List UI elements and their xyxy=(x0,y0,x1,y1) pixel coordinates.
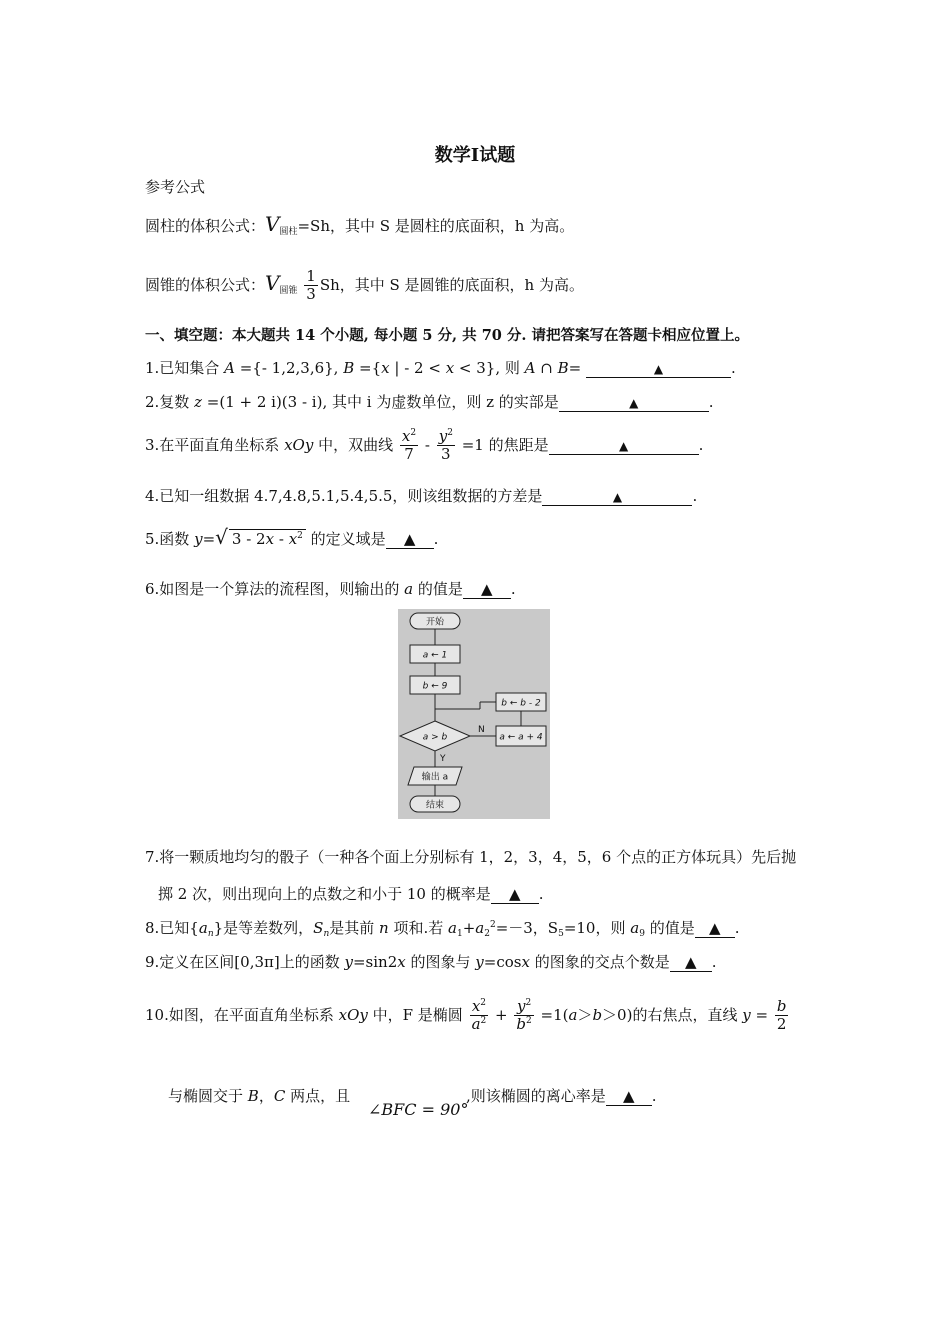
answer-blank-5[interactable]: ▲ xyxy=(386,530,434,549)
cylinder-formula xyxy=(145,212,574,238)
square-root-expression: $3 - 2x - x^2$ xyxy=(229,529,306,548)
answer-blank-3[interactable]: ▲ xyxy=(549,436,699,455)
flow-start-label: 开始 xyxy=(425,617,445,628)
answer-blank-8[interactable]: ▲ xyxy=(695,919,735,938)
flow-no-label: N xyxy=(478,725,485,735)
question-7-line-2: 掷 2 次，则出现向上的点数之和小于 10 的概率是 ▲ . xyxy=(158,885,544,903)
page-title: 数学Ⅰ试题 xyxy=(434,145,516,166)
answer-blank-4[interactable]: ▲ xyxy=(542,487,692,506)
flow-b-init-label: b ← 9 xyxy=(422,681,448,692)
question-2: 2.复数 z =(1 + 2 i)(3 - i), 其中 i 为虚数单位，则 z 的实部是 ▲ . xyxy=(145,393,714,411)
b-over-2: $\frac{b}{2}$ xyxy=(776,997,787,1034)
cone-subscript: 圆锥 xyxy=(279,285,298,296)
y-squared-over-b-squared: $\frac{y^2}{b^2}$ xyxy=(516,997,532,1034)
cone-rest: Sh，其中 S 是圆锥的底面积，h 为高。 xyxy=(319,275,584,294)
cone-formula xyxy=(145,268,584,304)
answer-blank-6[interactable]: ▲ xyxy=(463,580,511,599)
answer-blank-9[interactable]: ▲ xyxy=(670,953,712,972)
question-10-line-2-end: ,则该椭圆的离心率是 ▲ . xyxy=(466,1087,657,1105)
answer-blank-7[interactable]: ▲ xyxy=(491,885,539,904)
answer-blank-2[interactable]: ▲ xyxy=(559,393,709,412)
question-10-line-2: 与椭圆交于 B，C 两点，且 xyxy=(168,1087,351,1105)
flow-output-label: 输出 a xyxy=(421,772,449,783)
cone-prefix: 圆锥的体积公式： xyxy=(145,275,266,294)
flow-yes-label: Y xyxy=(440,754,446,764)
answer-blank-1[interactable]: ▲ xyxy=(586,359,731,378)
algorithm-flowchart xyxy=(398,609,550,819)
question-6: 6.如图是一个算法的流程图，则输出的 a 的值是 ▲ . xyxy=(145,580,516,598)
flow-condition-label: a > b xyxy=(422,732,448,743)
question-1: 1.已知集合 A ={- 1,2,3,6}, B ={x | - 2 < x < 3}, 则 A ∩ B= ▲ . xyxy=(145,359,736,377)
flow-a-init-label: a ← 1 xyxy=(422,650,448,661)
x-squared-over-7: $\frac{x^2}{7}$ xyxy=(401,427,417,464)
question-4: 4.已知一组数据 4.7,4.8,5.1,5.4,5.5，则该组数据的方差是 ▲ . xyxy=(145,487,698,505)
cylinder-rest: =Sh，其中 S 是圆柱的底面积，h 为高。 xyxy=(297,217,575,235)
y-squared-over-3: $\frac{y^2}{3}$ xyxy=(438,427,453,464)
cylinder-subscript: 圆柱 xyxy=(279,227,298,237)
flow-b-update-label: b ← b - 2 xyxy=(501,698,541,709)
cone-volume-symbol: V xyxy=(265,270,280,295)
flow-a-update-label: a ← a + 4 xyxy=(499,732,543,743)
cylinder-prefix: 圆柱的体积公式： xyxy=(145,217,266,235)
question-10-line-1: 10.如图，在平面直角坐标系 xOy 中，F 是椭圆 $\frac{x^2}{a^2}$ + $\frac{y^2}{b^2}$ =1(a＞b＞0)的右焦点，直线 y = $\frac{b}{2}$ xyxy=(145,997,787,1034)
cylinder-volume-symbol: V xyxy=(265,212,280,236)
question-3: 3.在平面直角坐标系 xOy 中，双曲线 $\frac{x^2}{7}$ - $\frac{y^2}{3}$ =1 的焦距是 ▲ . xyxy=(145,427,704,464)
question-7-line-1: 7.将一颗质地均匀的骰子（一种各个面上分别标有 1，2，3，4，5，6 个点的正方体玩具）先后抛 xyxy=(145,848,797,866)
question-5: 5.函数 y=√ $3 - 2x - x^2$ 的定义域是 ▲ . xyxy=(145,525,439,549)
formula-header: 参考公式 xyxy=(145,178,206,196)
question-8: 8.已知$\{a_n\}$是等差数列，$S_n$是其前 n 项和.若 $a_1+a_2^2=-3$，$S_5=10$，则 $a_9$ 的值是 ▲ . xyxy=(145,919,740,939)
answer-blank-10[interactable]: ▲ xyxy=(606,1087,652,1106)
flow-end-label: 结束 xyxy=(425,800,445,811)
one-third-fraction: $\frac{1}{3}$ xyxy=(306,267,316,304)
section-heading: 一、填空题：本大题共 14 个小题, 每小题 5 分, 共 70 分. 请把答案写在答题卡相应位置上。 xyxy=(145,327,750,344)
question-9: 9.定义在区间[0,3π]上的函数 y=sin2x 的图象与 y=cosx 的图象的交点个数是 ▲ . xyxy=(145,953,717,971)
angle-bfc-expression: ∠BFC = 90° xyxy=(368,1100,469,1119)
x-squared-over-a-squared: $\frac{x^2}{a^2}$ xyxy=(471,997,487,1034)
